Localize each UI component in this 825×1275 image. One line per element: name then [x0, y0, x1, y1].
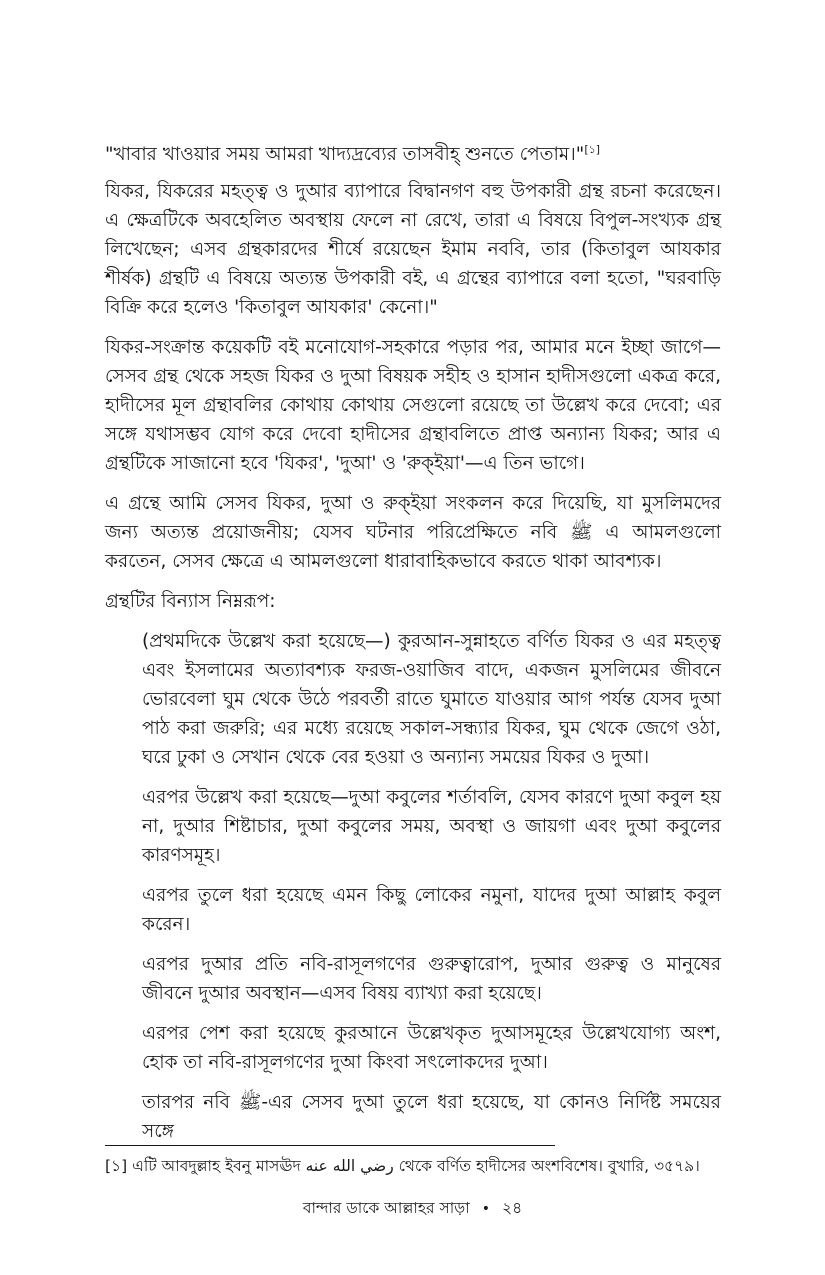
page-body — [105, 140, 721, 1157]
indented-paragraph-3: এরপর দুআর প্রতি নবি-রাসূলগণের গুরুত্বারোপ, দুআর গুরুত্ব ও মানুষের জীবনে দুআর অবস্থান—এসব বিষয় ব্যাখ্যা করা হয়েছে। — [142, 954, 721, 1004]
footnote-divider — [105, 1145, 555, 1146]
paragraph-2: যিকর-সংক্রান্ত কয়েকটি বই মনোযোগ-সহকারে পড়ার পর, আমার মনে ইচ্ছা জাগে—সেসব গ্রন্থ থেকে সহজ যিকর ও দুআ বিষয়ক সহীহ ও হাসান হাদীসগুলো একত্র করে, হাদীসের মূল গ্রন্থাবলির কোথায় কোথায় সেগুলো রয়েছে তা উল্লেখ করে দেবো; এর সঙ্গে যথাসম্ভব যোগ করে দেবো হাদীসের গ্রন্থাবলিতে প্রাপ্ত অন্যান্য যিকর; আর এ গ্রন্থটিকে সাজানো হবে 'যিকর', 'দুআ' ও 'রুক্ইয়া'—এ তিন ভাগে। — [105, 337, 721, 474]
running-title: বান্দার ডাকে আল্লাহর সাড়া — [302, 1199, 470, 1217]
indented-paragraph-1: এরপর উল্লেখ করা হয়েছে—দুআ কবুলের শর্তাবলি, যেসব কারণে দুআ কবুল হয় না, দুআর শিষ্টাচার, দুআ কবুলের সময়, অবস্থা ও জায়গা এবং দুআ কবুলের কারণসমূহ। — [142, 787, 721, 866]
indented-paragraph-5: তারপর নবি ﷺ-এর সেসব দুআ তুলে ধরা হয়েছে, যা কোনও নির্দিষ্ট সময়ের সঙ্গে — [142, 1092, 721, 1142]
paragraph-3: এ গ্রন্থে আমি সেসব যিকর, দুআ ও রুক্ইয়া সংকলন করে দিয়েছি, যা মুসলিমদের জন্য অত্যন্ত প্রয়োজনীয়; যেসব ঘটনার পরিপ্রেক্ষিতে নবি ﷺ এ আমলগুলো করতেন, সেসব ক্ষেত্রে এ আমলগুলো ধারাবাহিকভাবে করতে থাকা আবশ্যক। — [105, 493, 721, 572]
footnote: [১] এটি আবদুল্লাহ ইবনু মাসঊদ رضي الله عنه থেকে বর্ণিত হাদীসের অংশবিশেষ। বুখারি, ৩৫৭৯। — [105, 1157, 700, 1175]
footer-separator: • — [481, 1201, 491, 1217]
indented-paragraph-2: এরপর তুলে ধরা হয়েছে এমন কিছু লোকের নমুনা, যাদের দুআ আল্লাহ কবুল করেন। — [142, 885, 721, 935]
footnote-ref[interactable]: [১] — [584, 142, 601, 156]
quote-text: "খাবার খাওয়ার সময় আমরা খাদ্যদ্রব্যের তাসবীহ্ শুনতে পেতাম।" — [105, 144, 585, 165]
indented-paragraph-4: এরপর পেশ করা হয়েছে কুরআনে উল্লেখকৃত দুআসমূহের উল্লেখযোগ্য অংশ, হোক তা নবি-রাসূলগণের দুআ কিংবা সৎলোকদের দুআ। — [142, 1023, 721, 1073]
paragraph-quote — [105, 140, 721, 169]
page-number: ২৪ — [502, 1199, 523, 1217]
paragraph-1: যিকর, যিকরের মহত্ত্ব ও দুআর ব্যাপারে বিদ্বানগণ বহু উপকারী গ্রন্থ রচনা করেছেন। এ ক্ষেত্রটিকে অবহেলিত অবস্থায় ফেলে না রেখে, তারা এ বিষয়ে বিপুল-সংখ্যক গ্রন্থ লিখেছেন; এসব গ্রন্থকারদের শীর্ষে রয়েছেন ইমাম নববি, তার (কিতাবুল আযকার শীর্ষক) গ্রন্থটি এ বিষয়ে অত্যন্ত উপকারী বই, এ গ্রন্থের ব্যাপারে বলা হতো, "ঘরবাড়ি বিক্রি করে হলেও 'কিতাবুল আযকার' কেনো।" — [105, 181, 721, 318]
paragraph-4: গ্রন্থটির বিন্যাস নিম্নরূপ: — [105, 591, 276, 612]
indented-paragraph-0: (প্রথমদিকে উল্লেখ করা হয়েছে—) কুরআন-সুন্নাহতে বর্ণিত যিকর ও এর মহত্ত্ব এবং ইসলামের অত্যাবশ্যক ফরজ-ওয়াজিব বাদে, একজন মুসলিমের জীবনে ভোরবেলা ঘুম থেকে উঠে পরবর্তী রাতে ঘুমাতে যাওয়ার আগ পর্যন্ত যেসব দুআ পাঠ করা জরুরি; এর মধ্যে রয়েছে সকাল-সন্ধ্যার যিকর, ঘুম থেকে জেগে ওঠা, ঘরে ঢুকা ও সেখান থেকে বের হওয়া ও অন্যান্য সময়ের যিকর ও দুআ। — [142, 631, 721, 768]
page-footer — [0, 1196, 825, 1222]
